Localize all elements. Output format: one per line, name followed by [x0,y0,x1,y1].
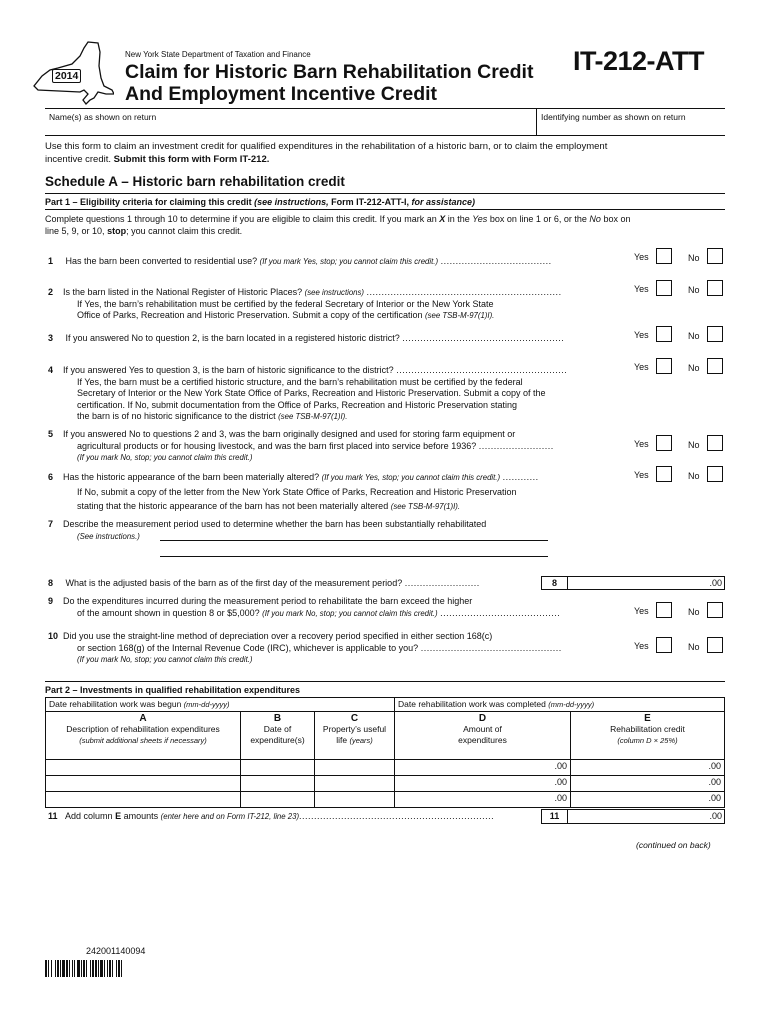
col-e-note: (column D × 25%) [617,736,678,745]
q8-text: What is the adjusted basis of the barn as of the first day of the measurement period? [65,578,403,588]
col-a-header [46,712,241,760]
col-d-label2: expenditures [458,735,507,745]
question-9 [45,596,630,619]
q9-line1: Do the expenditures incurred during the measurement period to rehabilitate the barn exceed the higher [63,596,473,606]
col-d-letter: D [478,713,487,724]
cell-a[interactable] [46,792,241,808]
q10-yes-checkbox[interactable] [656,637,672,653]
cell-d[interactable]: .00 [395,776,571,792]
q1-no-checkbox[interactable] [707,248,723,264]
q10-num: 10 [48,631,59,641]
question-7 [45,519,630,542]
department-name: New York State Department of Taxation and Finance [125,50,311,59]
line11-note: (enter here and on Form IT-212, line 23) [160,812,300,821]
q5-dots: ......................... [478,440,554,451]
q5-num: 5 [48,429,54,439]
part2-rule [45,681,725,682]
names-field-label: Name(s) as shown on return [49,112,157,122]
col-c-header [315,712,395,760]
q6-no-label: No [688,471,700,481]
p1-intro-e: ; you cannot claim this credit. [126,226,243,236]
q9-no-label: No [688,607,700,617]
date-completed-label: Date rehabilitation work was completed [398,699,546,709]
q3-dots: ...................................................... [402,333,565,343]
col-d-header [395,712,571,760]
col-c-note: (years) [349,736,373,745]
col-e-label: Rehabilitation credit [610,724,685,734]
q5-yes-checkbox[interactable] [656,435,672,451]
q2-no-checkbox[interactable] [707,280,723,296]
q1-num: 1 [48,256,54,266]
q8-box-label: 8 [542,577,568,589]
q1-no-label: No [688,253,700,263]
cell-d[interactable]: .00 [395,792,571,808]
p1-intro-a: Complete questions 1 through 10 to determine if you are eligible to claim this credit. If you mark an [45,214,437,224]
q6-note: (If you mark Yes, stop; you cannot claim this credit.) [321,473,501,482]
q9-num: 9 [48,596,54,606]
q6-sub1: If No, submit a copy of the letter from the New York State Office of Parks, Recreation and Historic Preservation [77,486,517,497]
p1-intro-x: X [439,214,446,224]
col-b-header [241,712,315,760]
part2-table [45,697,725,808]
q1-dots: ..................................... [440,256,552,266]
q3-yes-label: Yes [634,330,649,340]
q2-sub2-note: (see TSB-M-97(1)I). [425,311,495,320]
line11-amount-field[interactable] [541,809,725,824]
q9-line2: of the amount shown in question 8 or $5,000? [77,607,260,618]
barcode-number: 242001140094 [86,946,146,956]
identity-box [45,108,725,136]
col-b-letter: B [273,713,282,724]
question-3 [45,333,630,345]
part1-see: (see instructions, [254,197,329,207]
schedule-rule [45,193,725,194]
part1-rule [45,209,725,210]
line11-text: Add column [65,811,113,821]
cell-e[interactable]: .00 [571,776,725,792]
line-11 [45,811,545,823]
title-line-2: And Employment Incentive Credit [125,83,438,105]
q10-no-label: No [688,642,700,652]
q4-yes-label: Yes [634,362,649,372]
cell-c[interactable] [315,792,395,808]
p1-intro-c: box on line 1 or 6, or the [489,214,587,224]
q2-text: Is the barn listed in the National Register of Historic Places? [63,287,303,297]
p1-intro-stop: stop [107,226,127,236]
table-row [46,760,725,776]
cell-b[interactable] [241,776,315,792]
q9-note: (If you mark No, stop; you cannot claim this credit.) [262,608,438,618]
q6-no-checkbox[interactable] [707,466,723,482]
cell-e[interactable]: .00 [571,792,725,808]
col-e-letter: E [644,713,651,724]
title-line-1: Claim for Historic Barn Rehabilitation Credit [125,61,534,83]
cell-a[interactable] [46,776,241,792]
q5-no-label: No [688,440,700,450]
cell-d[interactable]: .00 [395,760,571,776]
q6-yes-label: Yes [634,470,649,480]
q8-num: 8 [48,578,54,588]
cell-e[interactable]: .00 [571,760,725,776]
form-number: IT-212-ATT [573,46,705,76]
q2-num: 2 [48,287,54,297]
q4-sub3: certification. If No, submit documentation from the Office of Parks, Recreation and Historic Preservation stating [77,399,518,410]
date-begun-label: Date rehabilitation work was begun [49,699,182,709]
line11-text2: amounts [123,811,159,821]
table-row [46,776,725,792]
question-4 [45,365,630,423]
q7-text: Describe the measurement period used to determine whether the barn has been substantially rehabilitated [63,519,487,529]
intro-text: Use this form to claim an investment credit for qualified expenditures in the rehabilitation of a historic barn, or to claim the employment incentive credit. [45,141,608,165]
q1-text: Has the barn been converted to residential use? [65,256,258,266]
q4-dots: ......................................................... [396,365,568,375]
line11-box-label: 11 [542,810,568,823]
q3-text: If you answered No to question 2, is the barn located in a registered historic district? [65,333,400,343]
intro-submit: Submit this form with Form IT-212. [113,153,270,165]
col-a-letter: A [139,713,147,724]
line11-num: 11 [48,811,58,821]
q10-note: (If you mark No, stop; you cannot claim this credit.) [77,655,253,664]
q7-answer-line-1[interactable] [160,540,548,541]
q9-yes-checkbox[interactable] [656,602,672,618]
date-begun-field[interactable] [46,698,395,712]
q4-yes-checkbox[interactable] [656,358,672,374]
q5-yes-label: Yes [634,439,649,449]
date-begun-format: (mm-dd-yyyy) [183,700,230,709]
part1-form: Form IT-212-ATT-I, [331,197,409,207]
q4-sub1: If Yes, the barn must be a certified historic structure, and the barn’s rehabilitation must be certified by the federal [77,376,523,387]
col-a-note: (submit additional sheets if necessary) [79,736,207,745]
q7-num: 7 [48,519,54,529]
question-10 [45,631,630,666]
q4-num: 4 [48,365,54,375]
q8-cents: .00 [709,578,722,588]
line11-cents: .00 [709,811,722,821]
p1-intro-d: box on line 5, 9, or 10, [45,214,631,236]
date-completed-format: (mm-dd-yyyy) [548,700,595,709]
q6-dots: ............ [502,472,539,482]
col-c-label: Property’s useful [322,724,387,734]
form-title [125,61,565,105]
q7-answer-line-2[interactable] [160,556,548,557]
q3-yes-checkbox[interactable] [656,326,672,342]
q3-no-label: No [688,331,700,341]
question-1 [45,256,630,268]
col-a-label: Description of rehabilitation expenditures [66,724,220,734]
part1-instructions [45,213,635,237]
p1-intro-no: No [589,214,601,224]
q3-num: 3 [48,333,54,343]
part1-title-text: Part 1 – Eligibility criteria for claiming this credit [45,197,252,207]
q6-sub2-note: (see TSB-M-97(1)I). [390,502,461,511]
q2-yes-label: Yes [634,284,649,294]
col-b-label2: expenditure(s) [250,735,305,745]
q9-dots: ........................................ [440,607,561,618]
q10-line1: Did you use the straight-line method of depreciation over a recovery period specified in either section 168(c) [63,631,493,641]
part1-title [45,197,475,207]
q2-dots: ................................................................. [366,287,562,297]
q4-sub2: Secretary of Interior or the New York State Office of Parks, Recreation and Historic Preservation. Submit a copy of the [77,388,546,398]
q3-no-checkbox[interactable] [707,326,723,342]
col-c-label2: life [336,735,348,745]
p1-intro-yes: Yes [472,214,488,224]
q8-dots: ......................... [404,578,480,588]
q8-amount-field[interactable] [541,576,725,590]
cell-a[interactable] [46,760,241,776]
cell-b[interactable] [241,792,315,808]
part1-assist: for assistance) [411,197,476,207]
q9-yes-label: Yes [634,606,649,616]
col-e-header [571,712,725,760]
q2-note: (see instructions) [304,288,365,297]
q10-yes-label: Yes [634,641,649,651]
q9-no-checkbox[interactable] [707,602,723,618]
p1-intro-b: in the [447,214,470,224]
q2-yes-checkbox[interactable] [656,280,672,296]
question-2 [45,287,630,322]
table-row [46,792,725,808]
q4-sub4: the barn is of no historic significance to the district [77,411,276,421]
cell-c[interactable] [315,760,395,776]
q5-line1: If you answered No to questions 2 and 3, was the barn originally designed and used for storing farm equipment or [63,429,516,439]
q4-sub4-note: (see TSB-M-97(1)I). [278,412,348,421]
q2-no-label: No [688,285,700,295]
q2-sub2: Office of Parks, Recreation and Historic Preservation. Submit a copy of the certification [77,310,423,320]
continued-note: (continued on back) [636,840,711,850]
q6-num: 6 [48,472,54,482]
q2-sub1: If Yes, the barn’s rehabilitation must be certified by the federal Secretary of Interior or the New York State [77,298,494,309]
q10-line2: or section 168(g) of the Internal Revenue Code (IRC), whichever is applicable to you? [77,642,419,653]
q4-no-checkbox[interactable] [707,358,723,374]
tax-year: 2014 [52,69,81,83]
q1-note: (If you mark Yes, stop; you cannot claim this credit.) [259,257,439,266]
q1-yes-checkbox[interactable] [656,248,672,264]
line11-e: E [115,811,122,821]
q6-yes-checkbox[interactable] [656,466,672,482]
id-number-field-label: Identifying number as shown on return [541,112,686,122]
col-c-letter: C [350,713,359,724]
q5-note: (If you mark No, stop; you cannot claim this credit.) [77,453,253,462]
line11-dots: ................................................................. [299,811,495,821]
q6-sub2: stating that the historic appearance of the barn has not been materially altered [77,501,389,511]
question-6 [45,472,630,513]
date-completed-field[interactable] [395,698,725,712]
col-d-label: Amount of [463,724,502,734]
q6-text: Has the historic appearance of the barn been materially altered? [63,472,320,482]
part2-title: Part 2 – Investments in qualified rehabilitation expenditures [45,685,301,695]
question-5 [45,429,630,464]
q7-note: (See instructions.) [77,531,140,541]
cell-c[interactable] [315,776,395,792]
q5-no-checkbox[interactable] [707,435,723,451]
col-b-label: Date of [263,724,292,734]
q4-text: If you answered Yes to question 3, is the barn of historic significance to the district? [63,365,394,375]
q10-no-checkbox[interactable] [707,637,723,653]
q10-dots: ............................................... [420,642,562,653]
form-intro [45,141,645,166]
schedule-a-title: Schedule A – Historic barn rehabilitation credit [45,174,345,189]
q4-no-label: No [688,363,700,373]
q5-line2: agricultural products or for housing livestock, and was the barn first placed into service before 1936? [77,440,477,451]
q1-yes-label: Yes [634,252,649,262]
barcode-icon [45,960,195,977]
cell-b[interactable] [241,760,315,776]
identity-divider [536,109,537,135]
